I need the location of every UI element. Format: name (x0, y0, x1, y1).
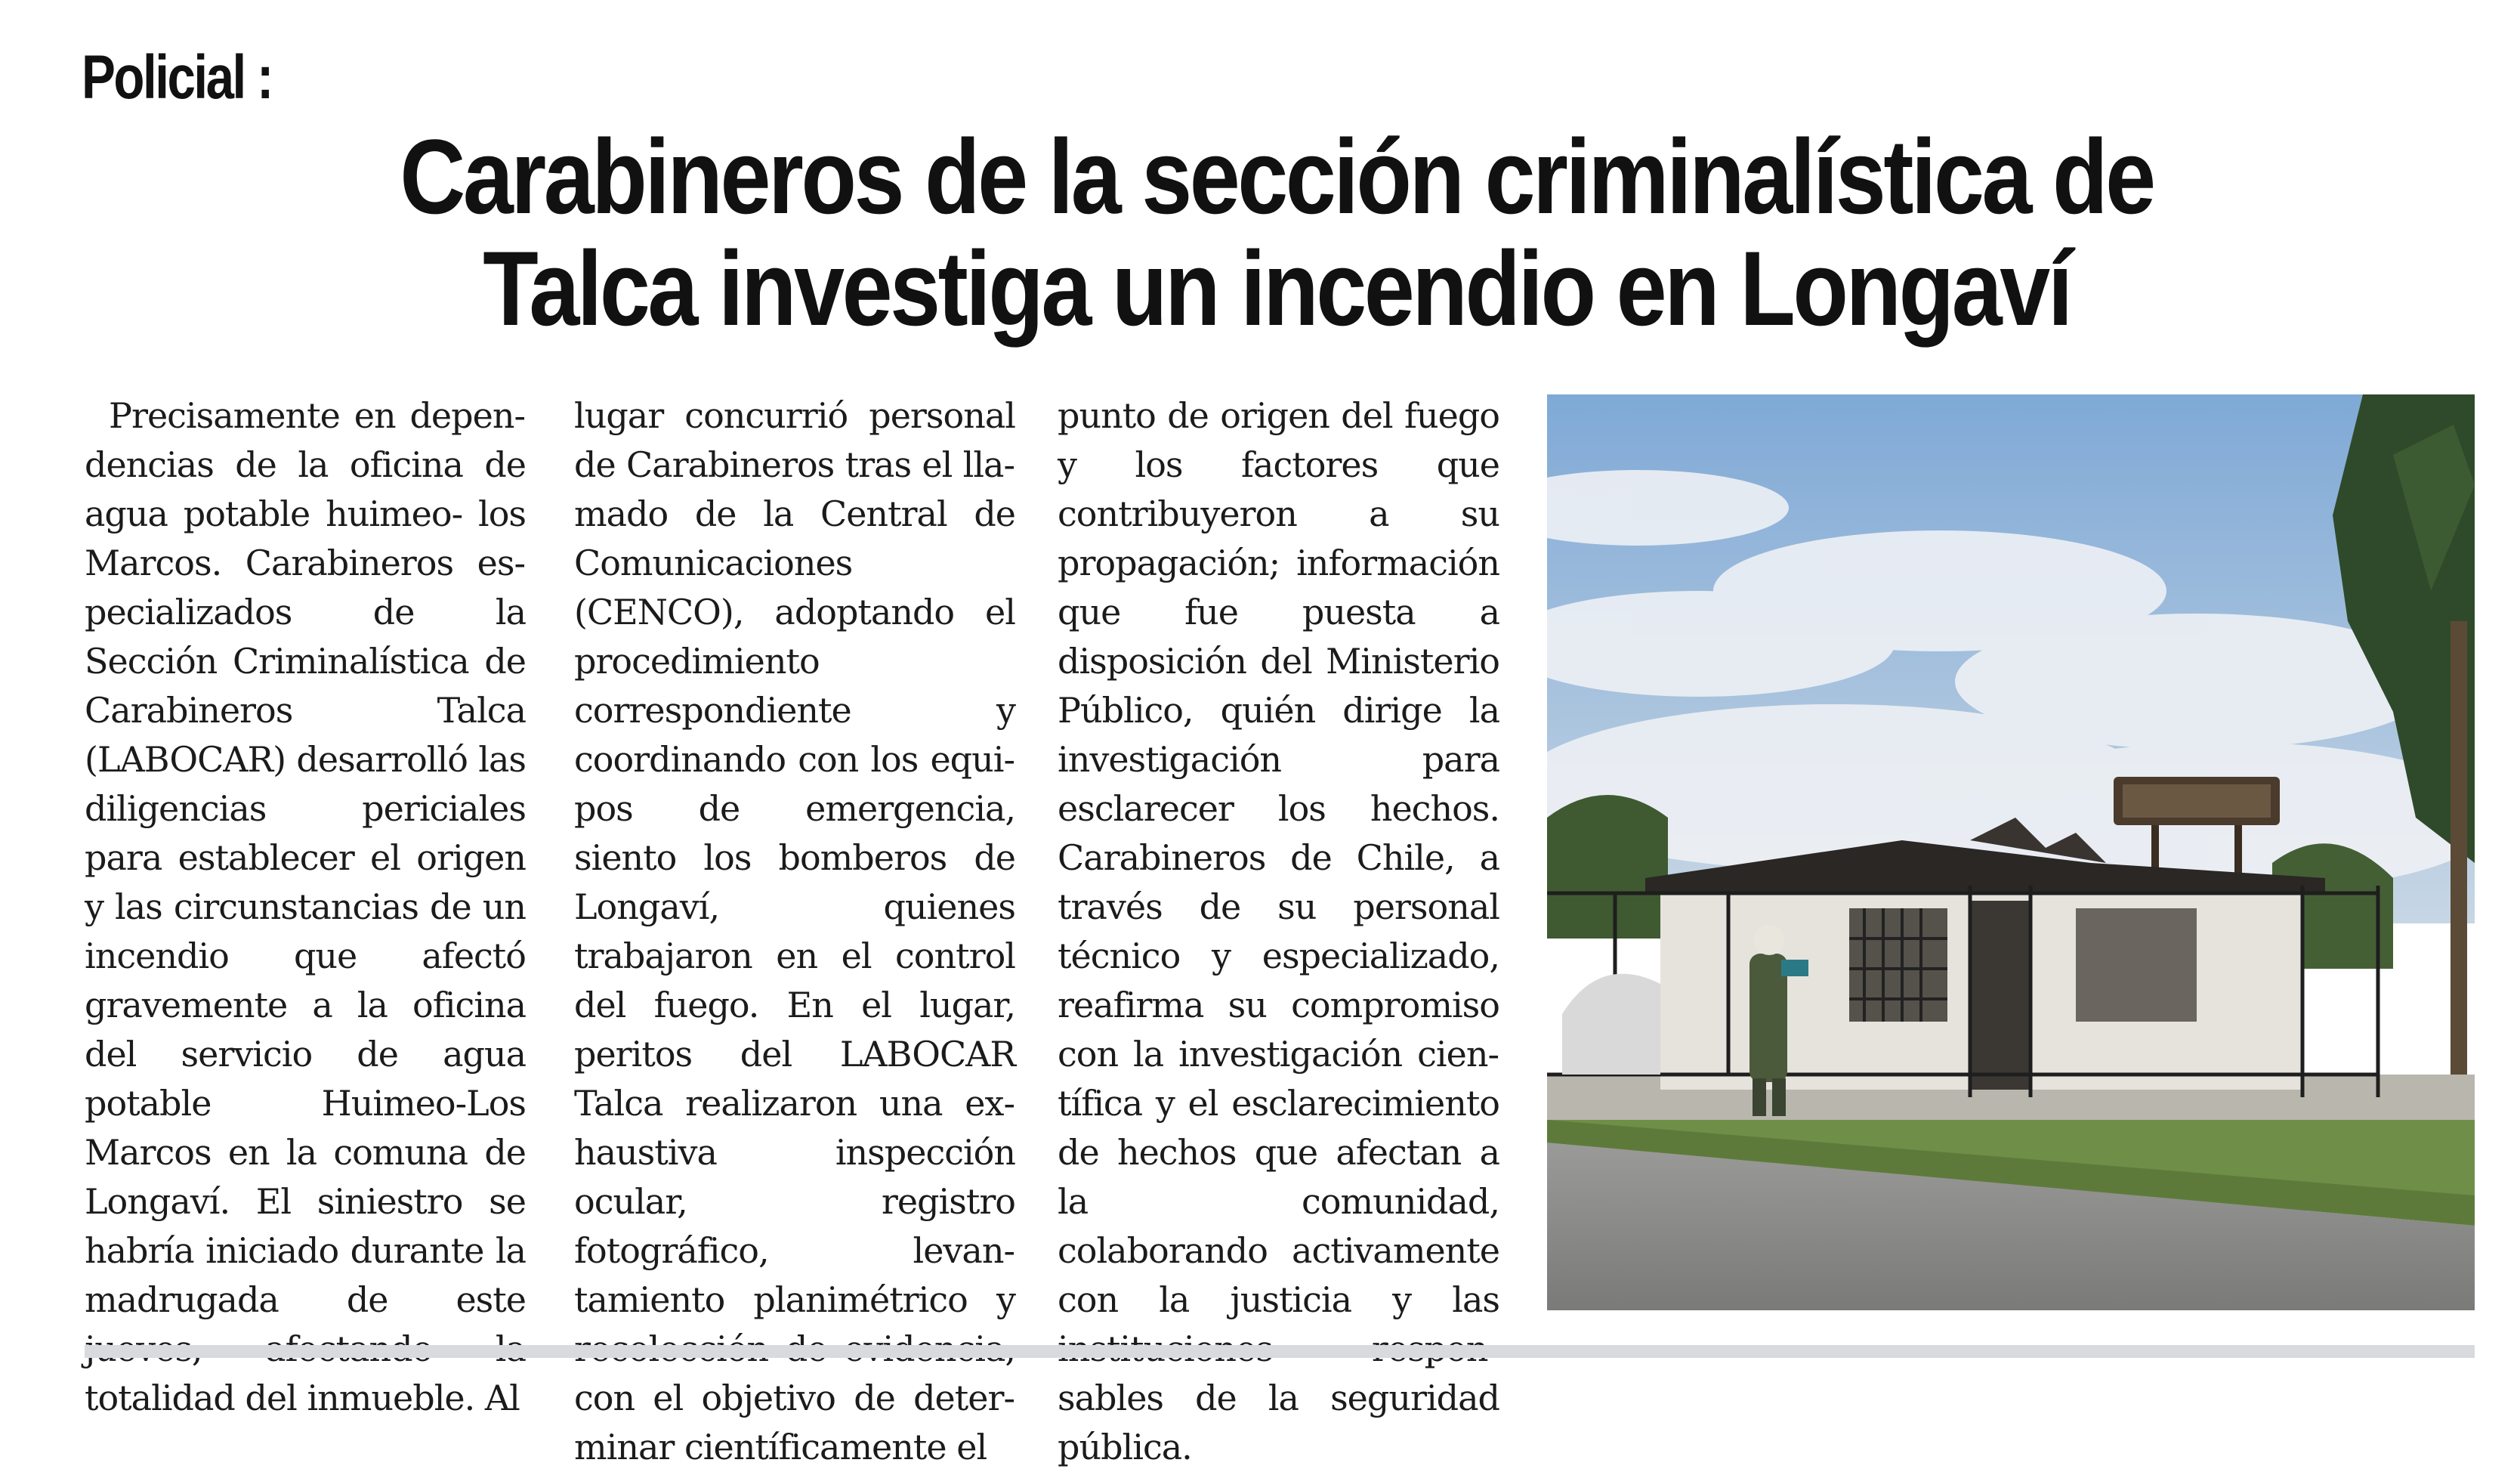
headline (249, 117, 2304, 348)
section-label: Policial : (82, 43, 272, 112)
column-1-text: Precisamente en dependencias de la oficina de agua potable huimeo- los Marcos. Carabineros especializados de la Sección Criminalística de Carabineros Talca (LABOCAR) desarrolló las diligencias periciales para establecer el origen y las circunstancias de un incendio que afectó gravemente a la oficina del servicio de agua potable Huimeo-Los Marcos en la comuna de Longaví. El siniestro se habría iniciado durante la madrugada de este totalidad del inmueble. Al (85, 395, 526, 1418)
column-2-text: lugar concurrió personal de Carabineros tras el llamado de la Central de Comunicaciones (CENCO), adoptando el procedimiento correspondiente y coordinando con los equipos de emergencia, siento los bomberos de Longaví, quienes trabajaron en el control del fuego. En el lugar, peritos del LABOCAR Talca realizaron una exhaustiva inspección ocular, registro fotográfico, levantamiento planimétrico y con el objetivo de determinar científicamente el (574, 395, 1015, 1467)
article-column-2 (574, 391, 1015, 1472)
article-photo (1547, 394, 2475, 1310)
article-column-1 (85, 391, 526, 1423)
shrubs (1547, 795, 1668, 939)
headline-line-1: Carabineros de la sección criminalística de (400, 117, 2154, 236)
footer-bar (85, 1345, 2475, 1358)
article-column-3 (1058, 391, 1499, 1472)
column-3-text: punto de origen del fuego y los factores que contribuyeron a su propagación; información que fue puesta a disposición del Ministerio Público, quién dirige la investigación para esclarecer los hechos. Carabineros de Chile, a través de su personal técnico y especializado, reafirma su compromiso con la investigación científica y el esclarecimiento de hechos que afectan a la comunidad, colaborando activamente con la justicia y las ables de la seguridad pública. (1058, 395, 1499, 1467)
burned-office-photo (1547, 394, 2475, 1310)
headline-line-2: Talca investiga un incendio en Longaví (483, 229, 2071, 348)
